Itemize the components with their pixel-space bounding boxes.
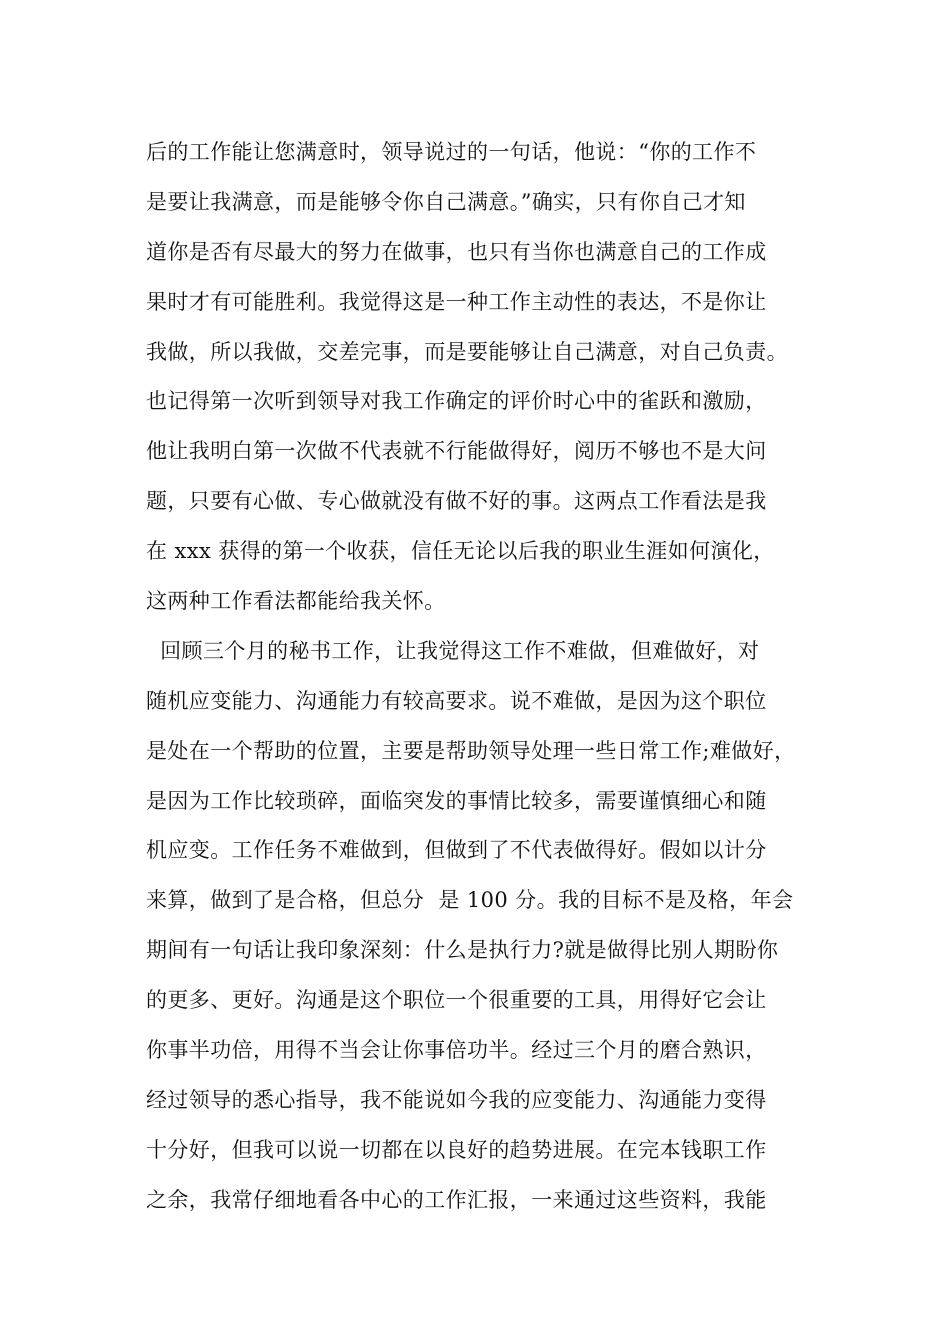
text-line: 也记得第一次听到领导对我工作确定的评价时心中的雀跃和激励， (146, 389, 767, 414)
text-line: 是因为工作比较琐碎，面临突发的事情比较多，需要谨慎细心和随 (146, 788, 767, 813)
text-line: 机应变。工作任务不难做到，但做到了不代表做得好。假如以计分 (146, 838, 767, 863)
text-line: 果时才有可能胜利。我觉得这是一种工作主动性的表达，不是你让 (146, 289, 767, 314)
text-line: 随机应变能力、沟通能力有较高要求。说不难做，是因为这个职位 (146, 688, 767, 713)
text-line: 十分好，但我可以说一切都在以良好的趋势进展。在完本钱职工作 (146, 1137, 767, 1162)
text-line: 来算，做到了是合格，但总分 是 100 分。我的目标不是及格，年会 (146, 888, 794, 913)
text-line: 这两种工作看法都能给我关怀。 (146, 589, 446, 614)
text-line: 道你是否有尽最大的努力在做事，也只有当你也满意自己的工作成 (146, 239, 767, 264)
text-line: 经过领导的悉心指导，我不能说如今我的应变能力、沟通能力变得 (146, 1087, 767, 1112)
text-line: 是处在一个帮助的位置，主要是帮助领导处理一些日常工作;难做好， (146, 738, 796, 763)
text-line: 他让我明白第一次做不代表就不行能做得好，阅历不够也不是大问 (146, 439, 767, 464)
text-line: 的更多、更好。沟通是这个职位一个很重要的工具，用得好它会让 (146, 988, 767, 1013)
paragraph-start-line: 回顾三个月的秘书工作，让我觉得这工作不难做，但难做好，对 (146, 638, 760, 663)
text-line: 期间有一句话让我印象深刻：什么是执行力?就是做得比别人期盼你 (146, 938, 779, 963)
text-line: 之余，我常仔细地看各中心的工作汇报，一来通过这些资料，我能 (146, 1187, 767, 1212)
text-line: 我做，所以我做，交差完事，而是要能够让自己满意，对自己负责。 (146, 339, 788, 364)
text-line: 是要让我满意，而是能够令你自己满意。”确实，只有你自己才知 (146, 189, 746, 214)
text-line: 你事半功倍，用得不当会让你事倍功半。经过三个月的磨合熟识， (146, 1038, 767, 1063)
text-line: 题，只要有心做、专心做就没有做不好的事。这两点工作看法是我 (146, 489, 767, 514)
text-line: 在 xxx 获得的第一个收获，信任无论以后我的职业生涯如何演化， (146, 539, 775, 564)
body-text (146, 128, 826, 1226)
text-line: 后的工作能让您满意时，领导说过的一句话，他说：“你的工作不 (146, 140, 757, 164)
